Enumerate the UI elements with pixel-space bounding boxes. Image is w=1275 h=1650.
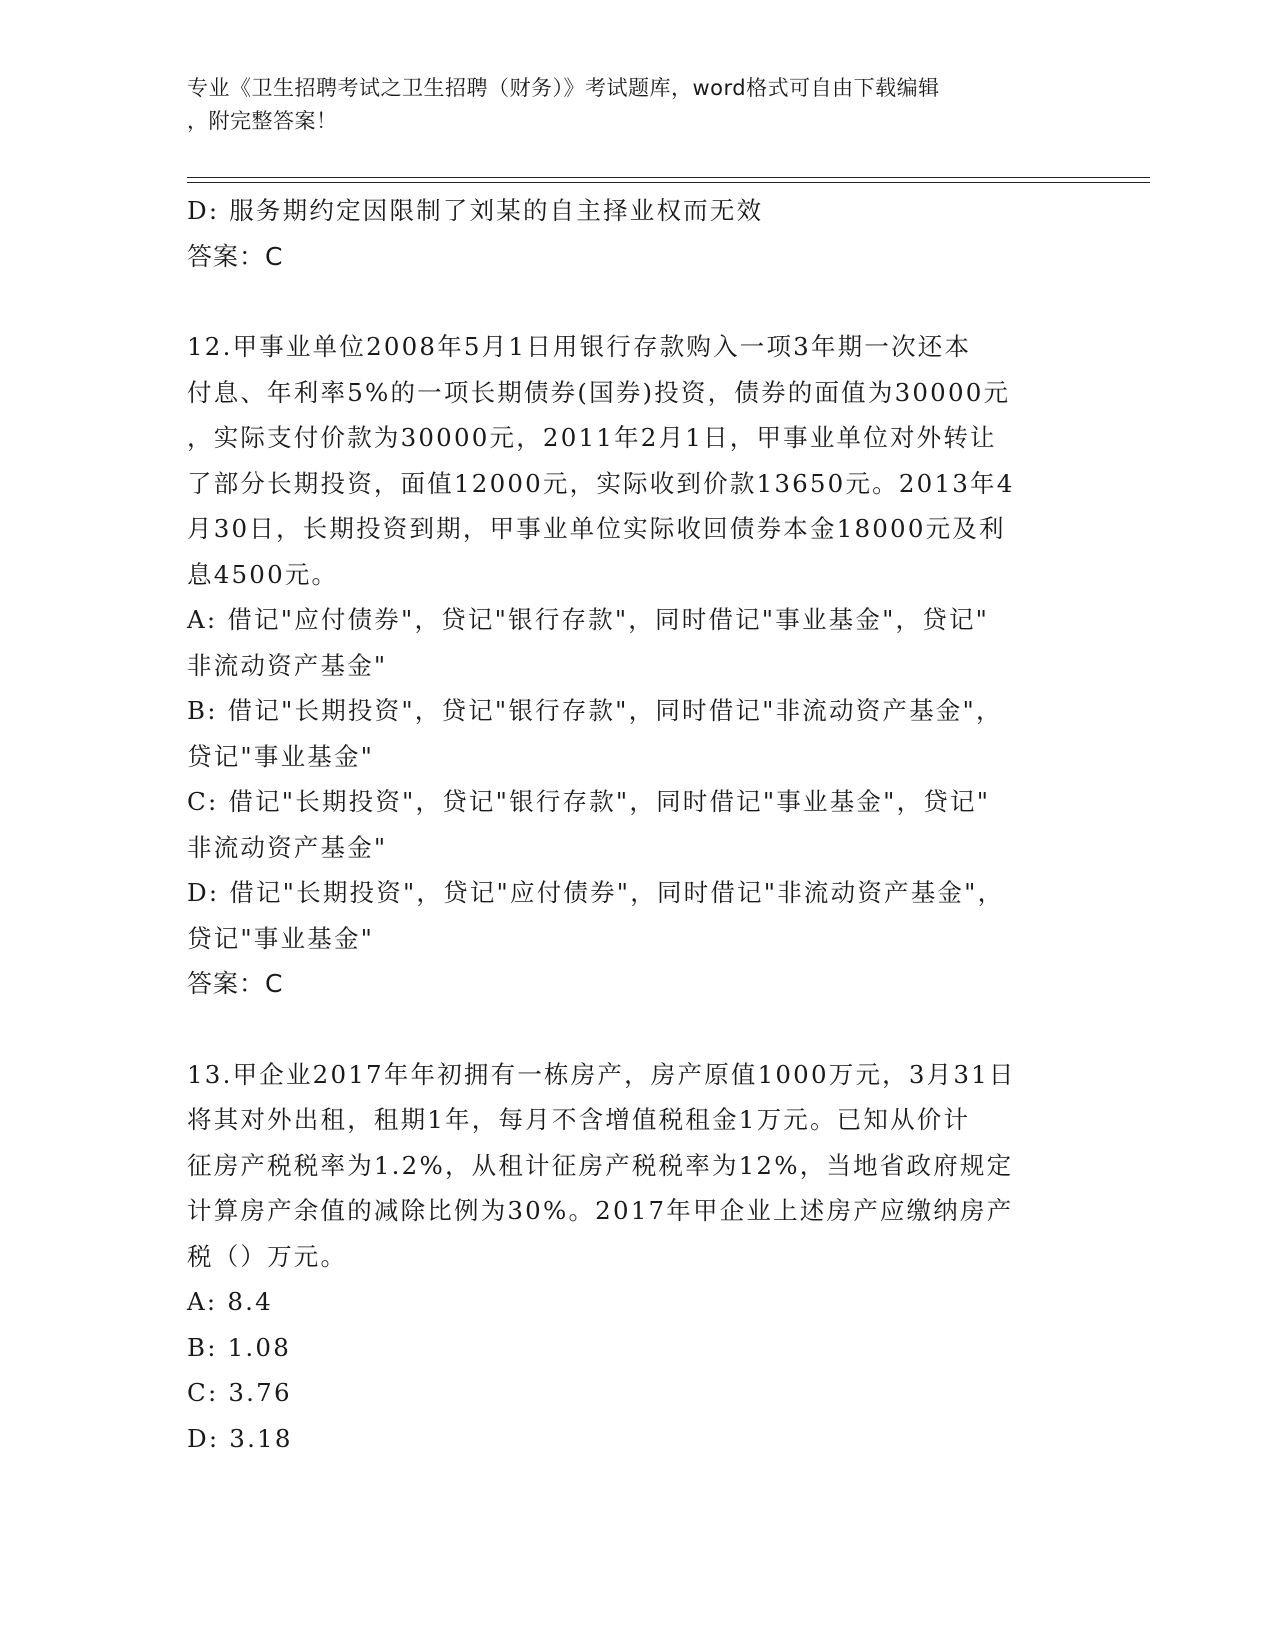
question-stem-line: 税（）万元。 [187, 1241, 348, 1271]
header-line-2: ，附完整答案！ [187, 109, 338, 133]
option-d: D: 3.18 [187, 1423, 293, 1453]
question-stem-line: 息4500元。 [187, 559, 339, 589]
question-stem-line: 了部分长期投资，面值12000元，实际收到价款13650元。2013年4 [187, 468, 1015, 498]
question-spacer [187, 1007, 1087, 1052]
option-a: A: 8.4 [187, 1287, 273, 1316]
header-divider-top [187, 177, 1150, 178]
question-stem-line: 计算房产余值的减除比例为30%。2017年甲企业上述房产应缴纳房产 [187, 1196, 1014, 1225]
question-stem-line: 将其对外出租，租期1年，每月不含增值税租金1万元。已知从价计 [187, 1105, 971, 1134]
answer-line: 答案：C [187, 241, 284, 271]
question-spacer [187, 279, 1087, 324]
header-line-1: 专业《卫生招聘考试之卫生招聘（财务）》考试题库，word格式可自由下载编辑 [187, 76, 940, 100]
question-stem-line: 12.甲事业单位2008年5月1日用银行存款购入一项3年期一次还本 [187, 332, 972, 361]
question-stem-line: 月30日，长期投资到期，甲事业单位实际收回债券本金18000元及利 [187, 514, 1006, 543]
question-stem-line: ，实际支付价款为30000元，2011年2月1日，甲事业单位对外转让 [187, 423, 997, 452]
option-c: C: 借记"长期投资"，贷记"银行存款"，同时借记"事业基金"，贷记" [187, 787, 991, 816]
question-13 [187, 1052, 1087, 1462]
question-content [187, 188, 1087, 1461]
option-c-continued: 非流动资产基金" [187, 832, 388, 862]
option-b: B: 1.08 [187, 1332, 291, 1362]
answer-line: 答案：C [187, 969, 284, 998]
option-d: D: 借记"长期投资"，贷记"应付债券"，同时借记"非流动资产基金"， [187, 878, 1005, 907]
option-b: B: 借记"长期投资"，贷记"银行存款"，同时借记"非流动资产基金"， [187, 696, 1003, 725]
header-divider-bottom [187, 182, 1150, 183]
option-d: D: 服务期约定因限制了刘某的自主择业权而无效 [187, 196, 764, 225]
option-c: C: 3.76 [187, 1378, 292, 1407]
question-stem-line: 征房产税税率为1.2%，从租计征房产税税率为12%，当地省政府规定 [187, 1150, 1014, 1180]
question-stem-line: 13.甲企业2017年年初拥有一栋房产，房产原值1000万元，3月31日 [187, 1059, 1016, 1089]
previous-question-tail [187, 188, 1087, 279]
question-12 [187, 324, 1087, 1007]
page-header [187, 72, 1087, 138]
option-a-continued: 非流动资产基金" [187, 650, 388, 680]
option-d-continued: 贷记"事业基金" [187, 923, 375, 953]
question-stem-line: 付息、年利率5%的一项长期债券(国券)投资，债券的面值为30000元 [187, 377, 1011, 407]
option-b-continued: 贷记"事业基金" [187, 741, 375, 771]
option-a: A: 借记"应付债券"，贷记"银行存款"，同时借记"事业基金"，贷记" [187, 605, 990, 634]
